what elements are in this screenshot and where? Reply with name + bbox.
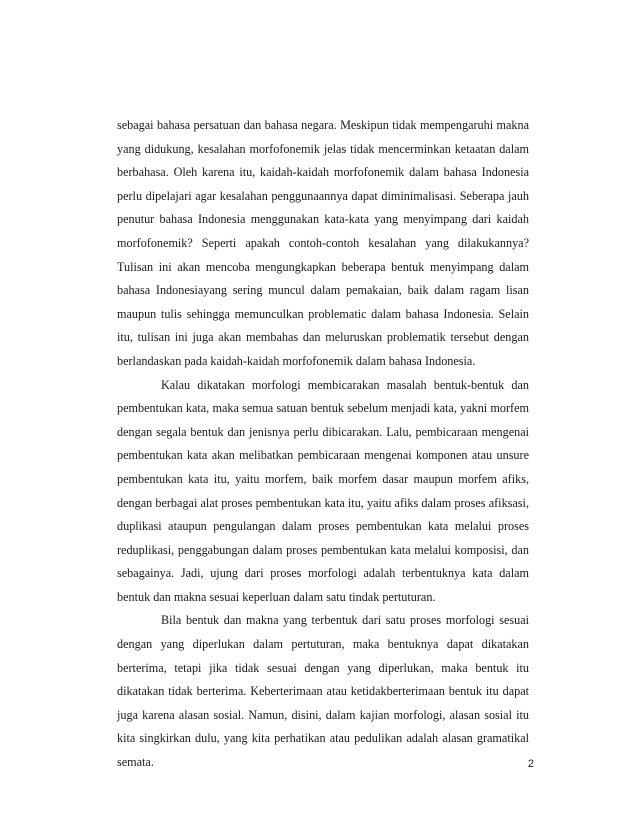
page-number: 2 — [527, 758, 534, 770]
body-text — [117, 114, 529, 775]
paragraph-2: Kalau dikatakan morfologi membicarakan masalah bentuk-bentuk dan pembentukan kata, maka semua satuan bentuk sebelum menjadi kata, yakni morfem dengan segala bentuk dan jenisnya perlu dibicarakan. Lalu, pembicaraan mengenai pembentukan kata akan melibatkan pembicaraan mengenai komponen atau unsure pembentukan kata itu, yaitu morfem, baik morfem dasar maupun morfem afiks, dengan berbagai alat proses pembentukan kata itu, yaitu afiks dalam proses afiksasi, duplikasi ataupun pengulangan dalam proses pembentukan kata melalui proses reduplikasi, penggabungan dalam proses pembentukan kata melalui komposisi, dan sebagainya. Jadi, ujung dari proses morfologi adalah terbentuknya kata dalam bentuk dan makna sesuai keperluan dalam satu tindak pertuturan. — [117, 377, 529, 604]
paragraph-3: Bila bentuk dan makna yang terbentuk dari satu proses morfologi sesuai dengan yang diperlukan dalam pertuturan, maka bentuknya dapat dikatakan berterima, tetapi jika tidak sesuai dengan yang diperlukan, maka bentuk itu dikatakan tidak berterima. Keberterimaan atau ketidakberterimaan bentuk itu dapat juga karena alasan sosial. Namun, disini, dalam kajian morfologi, alasan sosial itu kita singkirkan dulu, yang kita perhatikan atau pedulikan adalah alasan gramatikal semata. — [117, 613, 529, 770]
paragraph-1: sebagai bahasa persatuan dan bahasa negara. Meskipun tidak mempengaruhi makna yang didukung, kesalahan morfofonemik jelas tidak mencerminkan ketaatan dalam berbahasa. Oleh karena itu, kaidah-kaidah morfofonemik dalam bahasa Indonesia perlu dipelajari agar kesalahan penggunaannya dapat diminimalisasi. Seberapa jauh penutur bahasa Indonesia menggunakan kata-kata yang menyimpang dari kaidah morfofonemik? Seperti apakah contoh-contoh kesalahan yang dilakukannya? Tulisan ini akan mencoba mengungkapkan beberapa bentuk menyimpang dalam bahasa Indonesiayang sering muncul dalam pemakaian, baik dalam ragam lisan maupun tulis sehingga memunculkan problematic dalam bahasa Indonesia. Selain itu, tulisan ini juga akan membahas dan meluruskan problematik tersebut dengan berlandaskan pada kaidah-kaidah morfofonemik dalam bahasa Indonesia. — [117, 118, 529, 368]
